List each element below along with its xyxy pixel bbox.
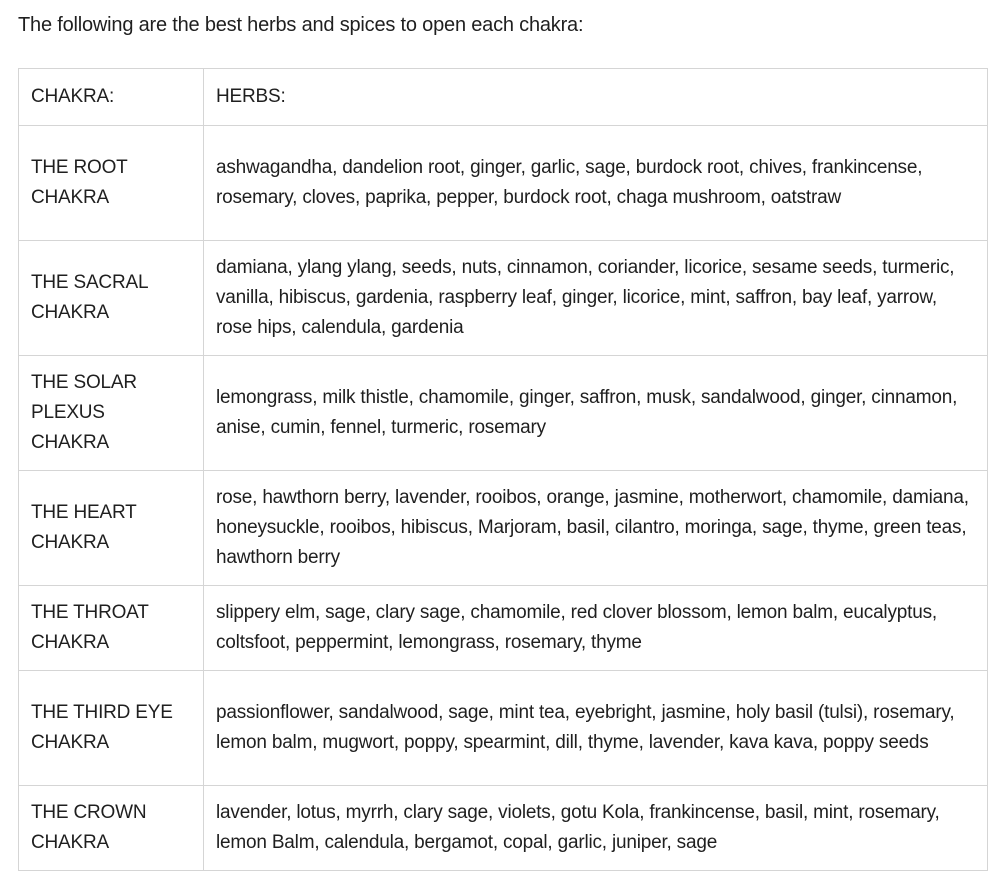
table-row-throat (19, 586, 988, 671)
herbs-throat: slippery elm, sage, clary sage, chamomile, red clover blossom, lemon balm, eucalyptus, coltsfoot, peppermint, lemongrass, rosemary, thyme (204, 586, 988, 671)
chakra-solar-plexus: THE SOLAR PLEXUS CHAKRA (19, 356, 204, 471)
chakra-herbs-table (18, 68, 988, 871)
herbs-crown: lavender, lotus, myrrh, clary sage, violets, gotu Kola, frankincense, basil, mint, rosemary, lemon Balm, calendula, bergamot, copal, garlic, juniper, sage (204, 786, 988, 871)
chakra-heart: THE HEART CHAKRA (19, 471, 204, 586)
herbs-third-eye: passionflower, sandalwood, sage, mint tea, eyebright, jasmine, holy basil (tulsi), rosemary, lemon balm, mugwort, poppy, spearmint, dill, thyme, lavender, kava kava, poppy seeds (204, 671, 988, 786)
herbs-root: ashwagandha, dandelion root, ginger, garlic, sage, burdock root, chives, frankincense, rosemary, cloves, paprika, pepper, burdock root, chaga mushroom, oatstraw (204, 126, 988, 241)
table-row-root (19, 126, 988, 241)
table-row-solar-plexus (19, 356, 988, 471)
table-header-row (19, 69, 988, 126)
chakra-sacral: THE SACRAL CHAKRA (19, 241, 204, 356)
chakra-third-eye: THE THIRD EYE CHAKRA (19, 671, 204, 786)
header-herbs: HERBS: (204, 69, 988, 126)
herbs-solar-plexus: lemongrass, milk thistle, chamomile, ginger, saffron, musk, sandalwood, ginger, cinnamon, anise, cumin, fennel, turmeric, rosemary (204, 356, 988, 471)
table-row-sacral (19, 241, 988, 356)
table-row-third-eye (19, 671, 988, 786)
header-chakra: CHAKRA: (19, 69, 204, 126)
table-row-heart (19, 471, 988, 586)
chakra-crown: THE CROWN CHAKRA (19, 786, 204, 871)
intro-text: The following are the best herbs and spices to open each chakra: (18, 14, 584, 36)
chakra-throat: THE THROAT CHAKRA (19, 586, 204, 671)
table-row-crown (19, 786, 988, 871)
chakra-root: THE ROOT CHAKRA (19, 126, 204, 241)
herbs-heart: rose, hawthorn berry, lavender, rooibos, orange, jasmine, motherwort, chamomile, damiana, honeysuckle, rooibos, hibiscus, Marjoram, basil, cilantro, moringa, sage, thyme, green teas, hawthorn berry (204, 471, 988, 586)
herbs-sacral: damiana, ylang ylang, seeds, nuts, cinnamon, coriander, licorice, sesame seeds, turmeric, vanilla, hibiscus, gardenia, raspberry leaf, ginger, licorice, mint, saffron, bay leaf, yarrow, rose hips, calendula, gardenia (204, 241, 988, 356)
